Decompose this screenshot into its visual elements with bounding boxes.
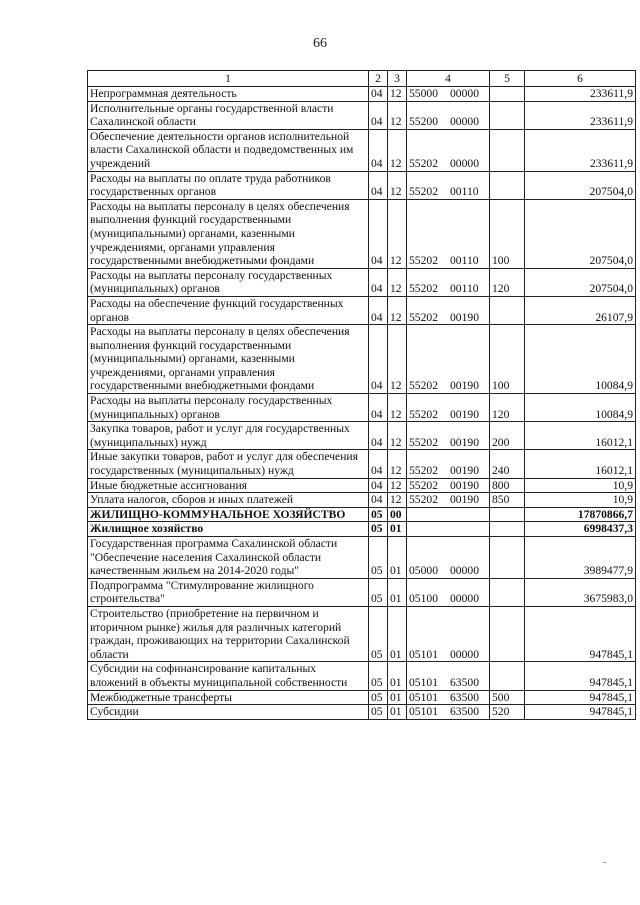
target-article-code: [407, 522, 490, 537]
amount: 233611,9: [525, 101, 636, 129]
table-row: [88, 606, 636, 661]
direction-code: 00000: [450, 592, 479, 606]
row-name: Расходы на выплаты персоналу в целях обеспечения выполнения функций государственными (муниципальными) органами, казенными учреждениями, органами управления государственными внебюджетными фондами: [88, 199, 369, 268]
section-code: 04: [369, 493, 388, 508]
subsection-code: 01: [388, 705, 407, 720]
column-header: 2: [369, 71, 388, 87]
amount: 3989477,9: [525, 537, 636, 579]
row-name: Строительство (приобретение на первичном и вторичном рынке) жилья для различных категорий граждан, проживающих на территории Сахалинской области: [88, 606, 369, 661]
direction-code: 00190: [450, 407, 479, 421]
expense-type-code: [490, 296, 525, 324]
amount: 10,9: [525, 478, 636, 493]
amount: 17870866,7: [525, 507, 636, 522]
program-code: 05101: [409, 690, 438, 704]
table-header-row: [88, 71, 636, 87]
section-code: 05: [369, 522, 388, 537]
expense-type-code: 850: [490, 493, 525, 508]
direction-code: 63500: [450, 675, 479, 689]
section-code: 04: [369, 129, 388, 171]
target-article-code: [407, 87, 490, 102]
subsection-code: 12: [388, 171, 407, 199]
subsection-code: 12: [388, 199, 407, 268]
table-row: [88, 296, 636, 324]
amount: 16012,1: [525, 422, 636, 450]
amount: 947845,1: [525, 606, 636, 661]
subsection-code: 12: [388, 296, 407, 324]
target-article-code: [407, 606, 490, 661]
expense-type-code: 500: [490, 690, 525, 705]
direction-code: 00000: [450, 87, 479, 100]
scan-speck: [603, 862, 606, 863]
section-code: 04: [369, 101, 388, 129]
row-name: Расходы на выплаты персоналу в целях обеспечения выполнения функций государственными (муниципальными) органами, казенными учреждениями, органами управления государственными внебюджетными фондами: [88, 325, 369, 394]
amount: 6998437,3: [525, 522, 636, 537]
program-code: 55202: [409, 156, 438, 170]
target-article-code: [407, 578, 490, 606]
direction-code: 00190: [450, 478, 479, 492]
table-row: [88, 450, 636, 478]
expense-type-code: 800: [490, 478, 525, 493]
table-row: [88, 537, 636, 579]
amount: 233611,9: [525, 129, 636, 171]
expense-type-code: 520: [490, 705, 525, 720]
row-name: Расходы на выплаты персоналу государственных (муниципальных) органов: [88, 394, 369, 422]
table-row: [88, 101, 636, 129]
target-article-code: [407, 662, 490, 690]
direction-code: 00000: [450, 647, 479, 661]
row-name: Иные закупки товаров, работ и услуг для обеспечения государственных (муниципальных) нужд: [88, 450, 369, 478]
section-code: 04: [369, 199, 388, 268]
row-name: Субсидии на софинансирование капитальных вложений в объекты муниципальной собственности: [88, 662, 369, 690]
target-article-code: [407, 171, 490, 199]
target-article-code: [407, 199, 490, 268]
table-row: [88, 325, 636, 394]
expense-type-code: 200: [490, 422, 525, 450]
amount: 26107,9: [525, 296, 636, 324]
amount: 947845,1: [525, 662, 636, 690]
amount: 207504,0: [525, 199, 636, 268]
table-row: [88, 507, 636, 522]
column-header: 6: [525, 71, 636, 87]
target-article-code: [407, 129, 490, 171]
table-row: [88, 662, 636, 690]
column-header: 3: [388, 71, 407, 87]
subsection-code: 01: [388, 662, 407, 690]
section-code: 04: [369, 296, 388, 324]
expense-type-code: [490, 129, 525, 171]
direction-code: 00110: [450, 282, 479, 296]
table-row: [88, 394, 636, 422]
row-name: Иные бюджетные ассигнования: [88, 478, 369, 493]
section-code: 04: [369, 422, 388, 450]
table-row: [88, 705, 636, 720]
expense-type-code: 120: [490, 268, 525, 296]
amount: 947845,1: [525, 690, 636, 705]
section-code: 05: [369, 507, 388, 522]
row-name: Закупка товаров, работ и услуг для государственных (муниципальных) нужд: [88, 422, 369, 450]
direction-code: 00110: [450, 185, 479, 199]
program-code: 55202: [409, 282, 438, 296]
program-code: 55202: [409, 379, 438, 393]
table-row: [88, 171, 636, 199]
expense-type-code: 100: [490, 199, 525, 268]
amount: 947845,1: [525, 705, 636, 720]
expense-type-code: 100: [490, 325, 525, 394]
target-article-code: [407, 507, 490, 522]
amount: 207504,0: [525, 171, 636, 199]
amount: 3675983,0: [525, 578, 636, 606]
expense-type-code: [490, 522, 525, 537]
program-code: 05101: [409, 675, 438, 689]
program-code: 55202: [409, 464, 438, 478]
expense-type-code: 120: [490, 394, 525, 422]
table-row: [88, 493, 636, 508]
row-name: Государственная программа Сахалинской области "Обеспечение населения Сахалинской области качественным жильем на 2014-2020 годы": [88, 537, 369, 579]
expense-type-code: [490, 507, 525, 522]
subsection-code: 12: [388, 450, 407, 478]
subsection-code: 01: [388, 578, 407, 606]
target-article-code: [407, 101, 490, 129]
target-article-code: [407, 537, 490, 579]
section-code: 05: [369, 606, 388, 661]
subsection-code: 12: [388, 493, 407, 508]
table-row: [88, 478, 636, 493]
subsection-code: 12: [388, 325, 407, 394]
row-name: Жилищное хозяйство: [88, 522, 369, 537]
table-row: [88, 87, 636, 102]
budget-table: [87, 70, 636, 720]
column-header: 5: [490, 71, 525, 87]
expense-type-code: 240: [490, 450, 525, 478]
row-name: Расходы на выплаты персоналу государственных (муниципальных) органов: [88, 268, 369, 296]
amount: 207504,0: [525, 268, 636, 296]
program-code: 55202: [409, 407, 438, 421]
expense-type-code: [490, 662, 525, 690]
target-article-code: [407, 478, 490, 493]
target-article-code: [407, 493, 490, 508]
section-code: 05: [369, 705, 388, 720]
direction-code: 00110: [450, 254, 479, 268]
row-name: Субсидии: [88, 705, 369, 720]
row-name: Уплата налогов, сборов и иных платежей: [88, 493, 369, 508]
row-name: Расходы на выплаты по оплате труда работников государственных органов: [88, 171, 369, 199]
section-code: 04: [369, 478, 388, 493]
expense-type-code: [490, 537, 525, 579]
section-code: 04: [369, 268, 388, 296]
subsection-code: 12: [388, 478, 407, 493]
direction-code: 00190: [450, 493, 479, 507]
direction-code: 00190: [450, 435, 479, 449]
target-article-code: [407, 296, 490, 324]
section-code: 04: [369, 325, 388, 394]
row-name: ЖИЛИЩНО-КОММУНАЛЬНОЕ ХОЗЯЙСТВО: [88, 507, 369, 522]
direction-code: 63500: [450, 690, 479, 704]
table-row: [88, 690, 636, 705]
row-name: Подпрограмма "Стимулирование жилищного строительства": [88, 578, 369, 606]
table-row: [88, 522, 636, 537]
expense-type-code: [490, 87, 525, 102]
direction-code: 00190: [450, 379, 479, 393]
amount: 10084,9: [525, 394, 636, 422]
subsection-code: 00: [388, 507, 407, 522]
row-name: Обеспечение деятельности органов исполнительной власти Сахалинской области и подведомственных им учреждений: [88, 129, 369, 171]
section-code: 04: [369, 394, 388, 422]
row-name: Непрограммная деятельность: [88, 87, 369, 102]
target-article-code: [407, 268, 490, 296]
table-row: [88, 268, 636, 296]
section-code: 05: [369, 662, 388, 690]
program-code: 55200: [409, 115, 438, 129]
row-name: Исполнительные органы государственной власти Сахалинской области: [88, 101, 369, 129]
program-code: 55202: [409, 254, 438, 268]
direction-code: 63500: [450, 705, 479, 719]
subsection-code: 01: [388, 606, 407, 661]
row-name: Межбюджетные трансферты: [88, 690, 369, 705]
program-code: 55000: [409, 87, 438, 100]
row-name: Расходы на обеспечение функций государственных органов: [88, 296, 369, 324]
amount: 10084,9: [525, 325, 636, 394]
target-article-code: [407, 705, 490, 720]
expense-type-code: [490, 101, 525, 129]
program-code: 05000: [409, 564, 438, 578]
section-code: 04: [369, 171, 388, 199]
subsection-code: 12: [388, 268, 407, 296]
subsection-code: 12: [388, 422, 407, 450]
subsection-code: 12: [388, 394, 407, 422]
program-code: 05101: [409, 647, 438, 661]
subsection-code: 12: [388, 129, 407, 171]
subsection-code: 01: [388, 522, 407, 537]
program-code: 05101: [409, 705, 438, 719]
subsection-code: 01: [388, 690, 407, 705]
target-article-code: [407, 325, 490, 394]
program-code: 55202: [409, 478, 438, 492]
section-code: 04: [369, 450, 388, 478]
direction-code: 00190: [450, 464, 479, 478]
direction-code: 00000: [450, 115, 479, 129]
direction-code: 00190: [450, 310, 479, 324]
amount: 233611,9: [525, 87, 636, 102]
table-row: [88, 199, 636, 268]
section-code: 05: [369, 578, 388, 606]
section-code: 04: [369, 87, 388, 102]
target-article-code: [407, 422, 490, 450]
section-code: 05: [369, 537, 388, 579]
subsection-code: 12: [388, 101, 407, 129]
program-code: 55202: [409, 493, 438, 507]
column-header: 1: [88, 71, 369, 87]
direction-code: 00000: [450, 564, 479, 578]
expense-type-code: [490, 578, 525, 606]
expense-type-code: [490, 171, 525, 199]
subsection-code: 12: [388, 87, 407, 102]
table-row: [88, 422, 636, 450]
target-article-code: [407, 690, 490, 705]
program-code: 55202: [409, 185, 438, 199]
subsection-code: 01: [388, 537, 407, 579]
section-code: 05: [369, 690, 388, 705]
program-code: 05100: [409, 592, 438, 606]
target-article-code: [407, 394, 490, 422]
direction-code: 00000: [450, 156, 479, 170]
expense-type-code: [490, 606, 525, 661]
page-number: 66: [313, 36, 327, 51]
table-row: [88, 129, 636, 171]
amount: 10,9: [525, 493, 636, 508]
program-code: 55202: [409, 435, 438, 449]
program-code: 55202: [409, 310, 438, 324]
target-article-code: [407, 450, 490, 478]
table-row: [88, 578, 636, 606]
amount: 16012,1: [525, 450, 636, 478]
column-header: 4: [407, 71, 490, 87]
